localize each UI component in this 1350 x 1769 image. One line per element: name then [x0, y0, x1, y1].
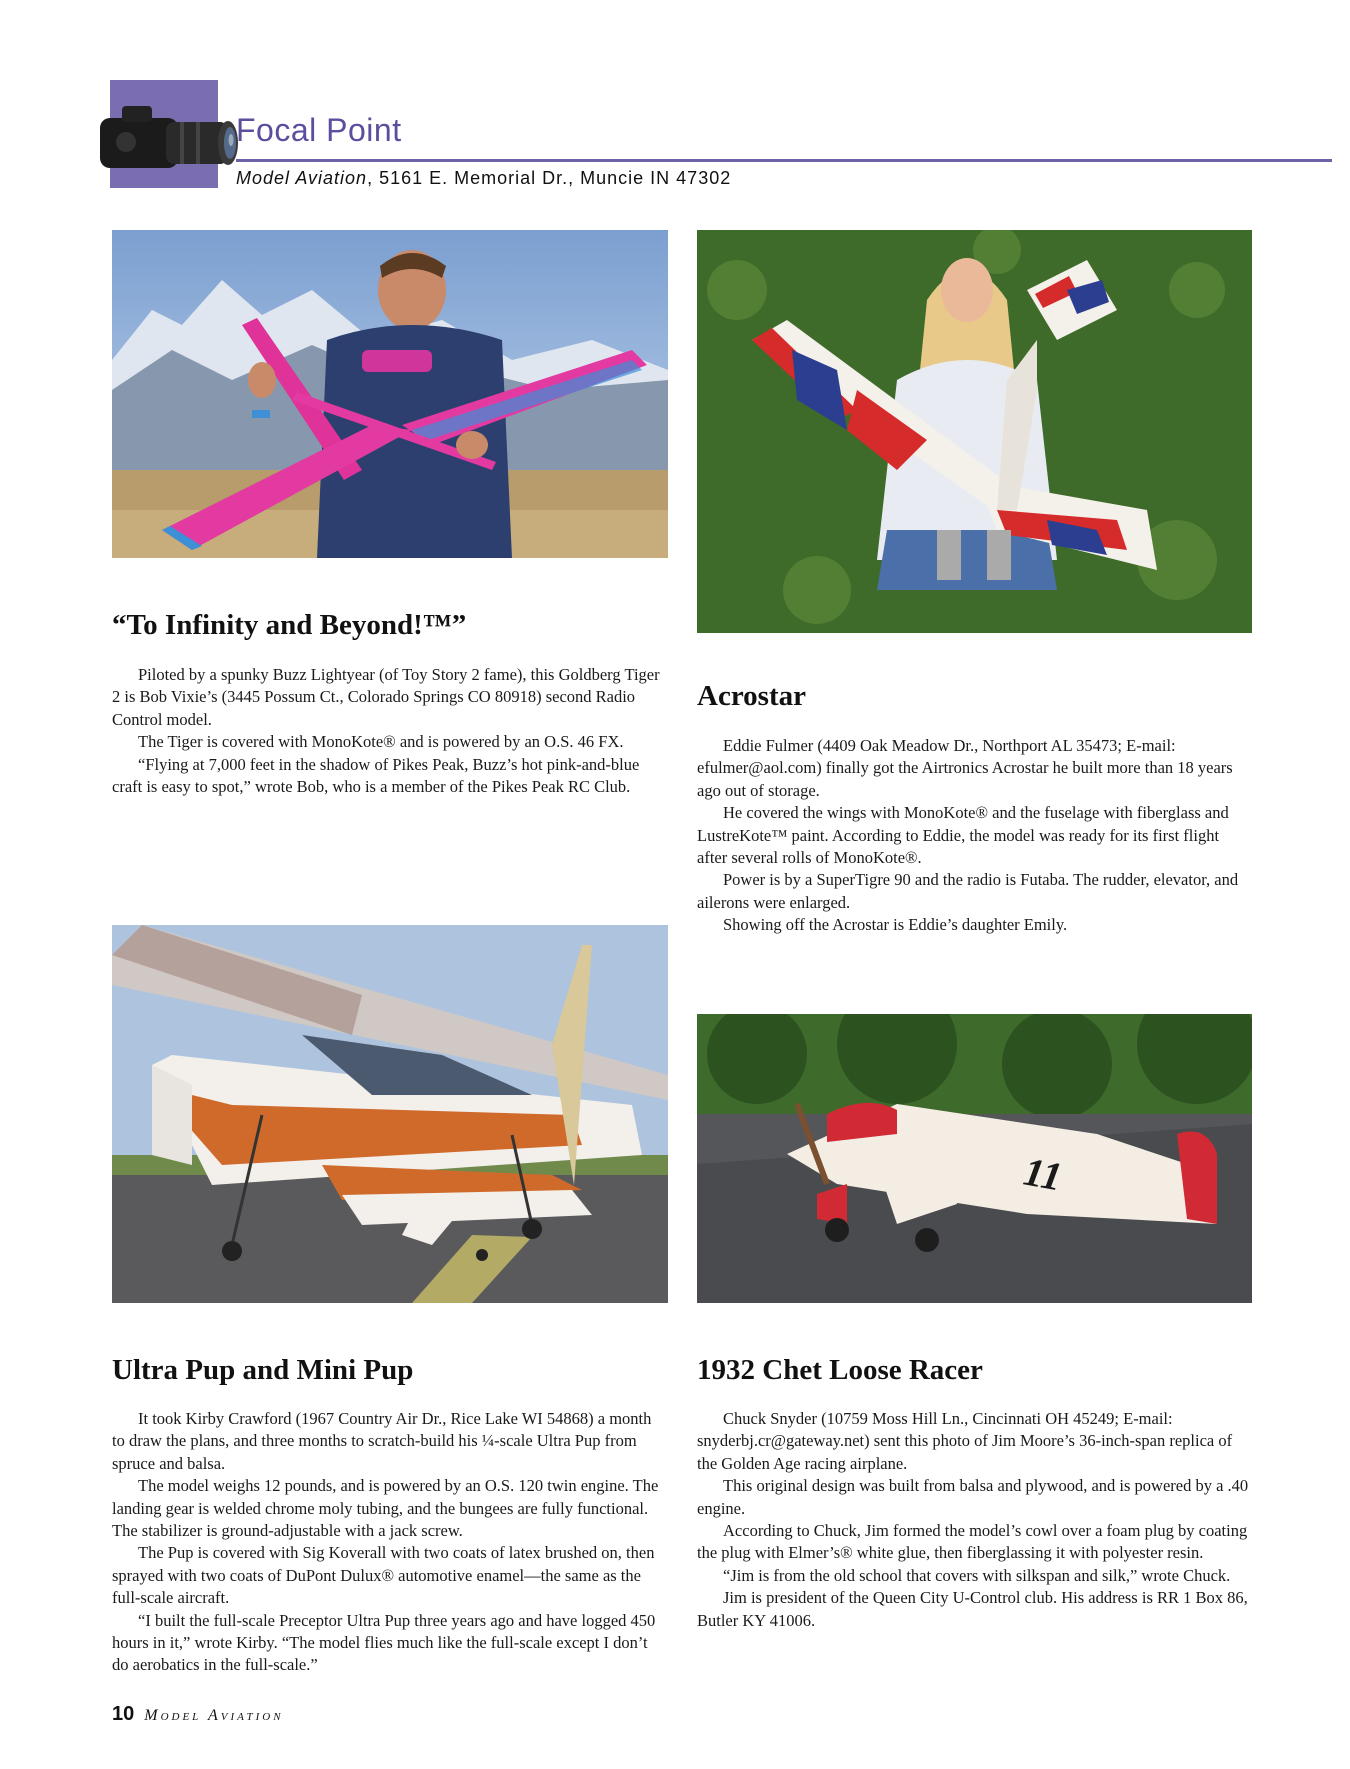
- page-footer: [112, 1703, 284, 1726]
- article-paragraph: The model weighs 12 pounds, and is powered by an O.S. 120 twin engine. The landing gear is welded chrome moly tubing, and the bungees are fully functional. The stabilizer is ground-adjustable with a jack screw.: [112, 1476, 659, 1541]
- article-paragraph: The Pup is covered with Sig Koverall with two coats of latex brushed on, then sprayed with two coats of DuPont Dulux® automotive enamel—the same as the full-scale aircraft.: [112, 1543, 655, 1608]
- article-paragraph: “I built the full-scale Preceptor Ultra Pup three years ago and have logged 450 hours in it,” wrote Kirby. “The model flies much like the full-scale except I don’t do aerobatics in the full-scale.”: [112, 1610, 656, 1675]
- article-paragraph: “Flying at 7,000 feet in the shadow of Pikes Peak, Buzz’s hot pink-and-blue craft is easy to spot,” wrote Bob, who is a member of the Pikes Peak RC Club.: [112, 754, 640, 797]
- article-paragraph: Showing off the Acrostar is Eddie’s daughter Emily.: [723, 915, 1068, 935]
- article-paragraph: Chuck Snyder (10759 Moss Hill Ln., Cincinnati OH 45249; E-mail: snyderbj.cr@gateway.net) sent this photo of Jim Moore’s 36-inch-span replica of the Golden Age racing airplane.: [697, 1409, 1233, 1473]
- article-ultra-pup-body: [112, 1408, 668, 1677]
- article-paragraph: This original design was built from balsa and plywood, and is powered by a .40 engine.: [697, 1476, 1249, 1518]
- magazine-name: Model Aviation: [144, 1707, 284, 1724]
- address-publication: Model Aviation: [236, 168, 368, 188]
- article-paragraph: “Jim is from the old school that covers with silkspan and silk,” wrote Chuck.: [723, 1565, 1231, 1585]
- photo-chet-loose-racer: [697, 1014, 1252, 1303]
- photo-tiger-2: [112, 230, 668, 558]
- racer-number: 11: [1020, 1148, 1066, 1200]
- article-paragraph: According to Chuck, Jim formed the model’s cowl over a foam plug by coating the plug with Elmer’s® white glue, then fiberglassing it with polyester resin.: [697, 1521, 1248, 1563]
- article-paragraph: It took Kirby Crawford (1967 Country Air Dr., Rice Lake WI 54868) a month to draw the plans, and three months to scratch-build his ¼-scale Ultra Pup from spruce and balsa.: [112, 1409, 652, 1473]
- headline-acrostar: Acrostar: [697, 680, 806, 712]
- photo-ultra-pup: [112, 925, 668, 1303]
- article-paragraph: The Tiger is covered with MonoKote® and is powered by an O.S. 46 FX.: [138, 732, 624, 752]
- header-divider: [236, 159, 1332, 162]
- submission-address: [236, 168, 731, 189]
- headline-ultra-pup: Ultra Pup and Mini Pup: [112, 1354, 414, 1386]
- headline-chet-loose-racer: 1932 Chet Loose Racer: [697, 1354, 983, 1386]
- photo-acrostar: [697, 230, 1252, 633]
- article-to-infinity-body: [112, 664, 668, 798]
- headline-to-infinity: “To Infinity and Beyond!™”: [112, 609, 467, 641]
- page-number: 10: [112, 1703, 135, 1725]
- camera-icon: [96, 92, 246, 182]
- article-paragraph: He covered the wings with MonoKote® and the fuselage with fiberglass and LustreKote™ paint. According to Eddie, the model was ready for its first flight after several rolls of MonoKote®.: [697, 803, 1229, 868]
- section-title: Focal Point: [236, 112, 402, 148]
- article-chet-loose-racer-body: [697, 1408, 1252, 1632]
- article-paragraph: Power is by a SuperTigre 90 and the radio is Futaba. The rudder, elevator, and ailerons were enlarged.: [697, 870, 1239, 912]
- article-paragraph: Jim is president of the Queen City U-Control club. His address is RR 1 Box 86, Butler KY 41006.: [697, 1588, 1248, 1630]
- article-paragraph: Eddie Fulmer (4409 Oak Meadow Dr., Northport AL 35473; E-mail: efulmer@aol.com) finally got the Airtronics Acrostar he built more than 18 years ago out of storage.: [697, 736, 1233, 800]
- article-acrostar-body: [697, 735, 1252, 937]
- article-paragraph: Piloted by a spunky Buzz Lightyear (of Toy Story 2 fame), this Goldberg Tiger 2 is Bob Vixie’s (3445 Possum Ct., Colorado Springs CO 80918) second Radio Control model.: [112, 665, 660, 729]
- address-street: , 5161 E. Memorial Dr., Muncie IN 47302: [367, 168, 732, 188]
